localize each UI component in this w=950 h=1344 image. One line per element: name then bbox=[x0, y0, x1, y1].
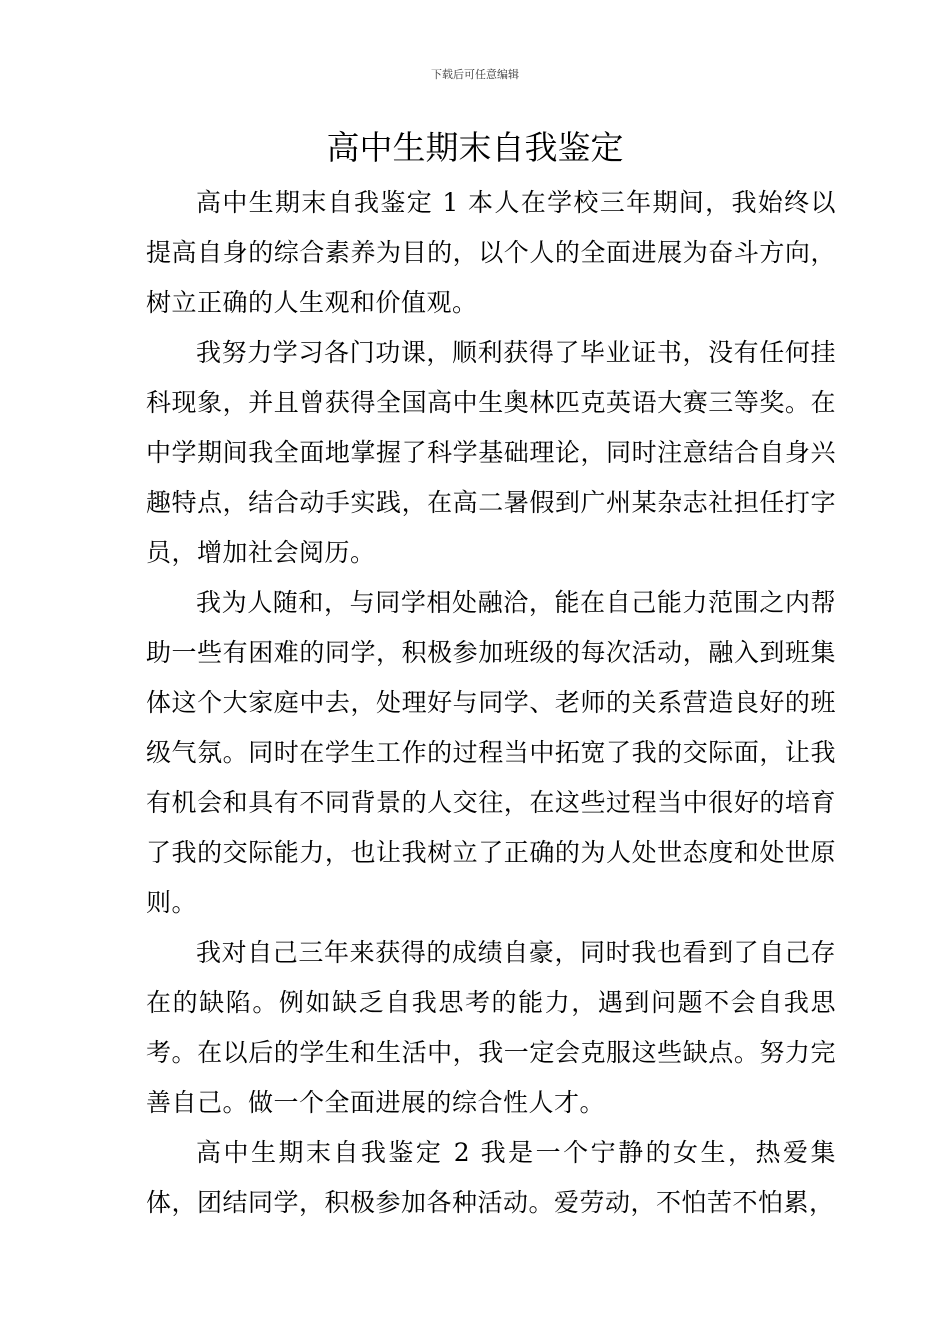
document-body bbox=[146, 178, 836, 1228]
paragraph-2: 我努力学习各门功课，顺利获得了毕业证书，没有任何挂科现象，并且曾获得全国高中生奥林匹克英语大赛三等奖。在中学期间我全面地掌握了科学基础理论，同时注意结合自身兴趣特点，结合动手实践，在高二暑假到广州某杂志社担任打字员，增加社会阅历。 bbox=[146, 338, 836, 567]
paragraph-1: 高中生期末自我鉴定 1 本人在学校三年期间，我始终以提高自身的综合素养为目的，以个人的全面进展为奋斗方向，树立正确的人生观和价值观。 bbox=[146, 188, 836, 317]
paragraph-3: 我为人随和，与同学相处融洽，能在自己能力范围之内帮助一些有困难的同学，积极参加班级的每次活动，融入到班集体这个大家庭中去，处理好与同学、老师的关系营造良好的班级气氛。同时在学生工作的过程当中拓宽了我的交际面，让我有机会和具有不同背景的人交往，在这些过程当中很好的培育了我的交际能力，也让我树立了正确的为人处世态度和处世原则。 bbox=[146, 588, 836, 917]
header-note: 下载后可任意编辑 bbox=[431, 68, 519, 81]
paragraph-4: 我对自己三年来获得的成绩自豪，同时我也看到了自己存在的缺陷。例如缺乏自我思考的能力，遇到问题不会自我思考。在以后的学生和生活中，我一定会克服这些缺点。努力完善自己。做一个全面进展的综合性人才。 bbox=[146, 938, 836, 1117]
document-title: 高中生期末自我鉴定 bbox=[326, 128, 624, 167]
paragraph-5: 高中生期末自我鉴定 2 我是一个宁静的女生，热爱集体，团结同学，积极参加各种活动。爱劳动，不怕苦不怕累， bbox=[146, 1138, 836, 1217]
